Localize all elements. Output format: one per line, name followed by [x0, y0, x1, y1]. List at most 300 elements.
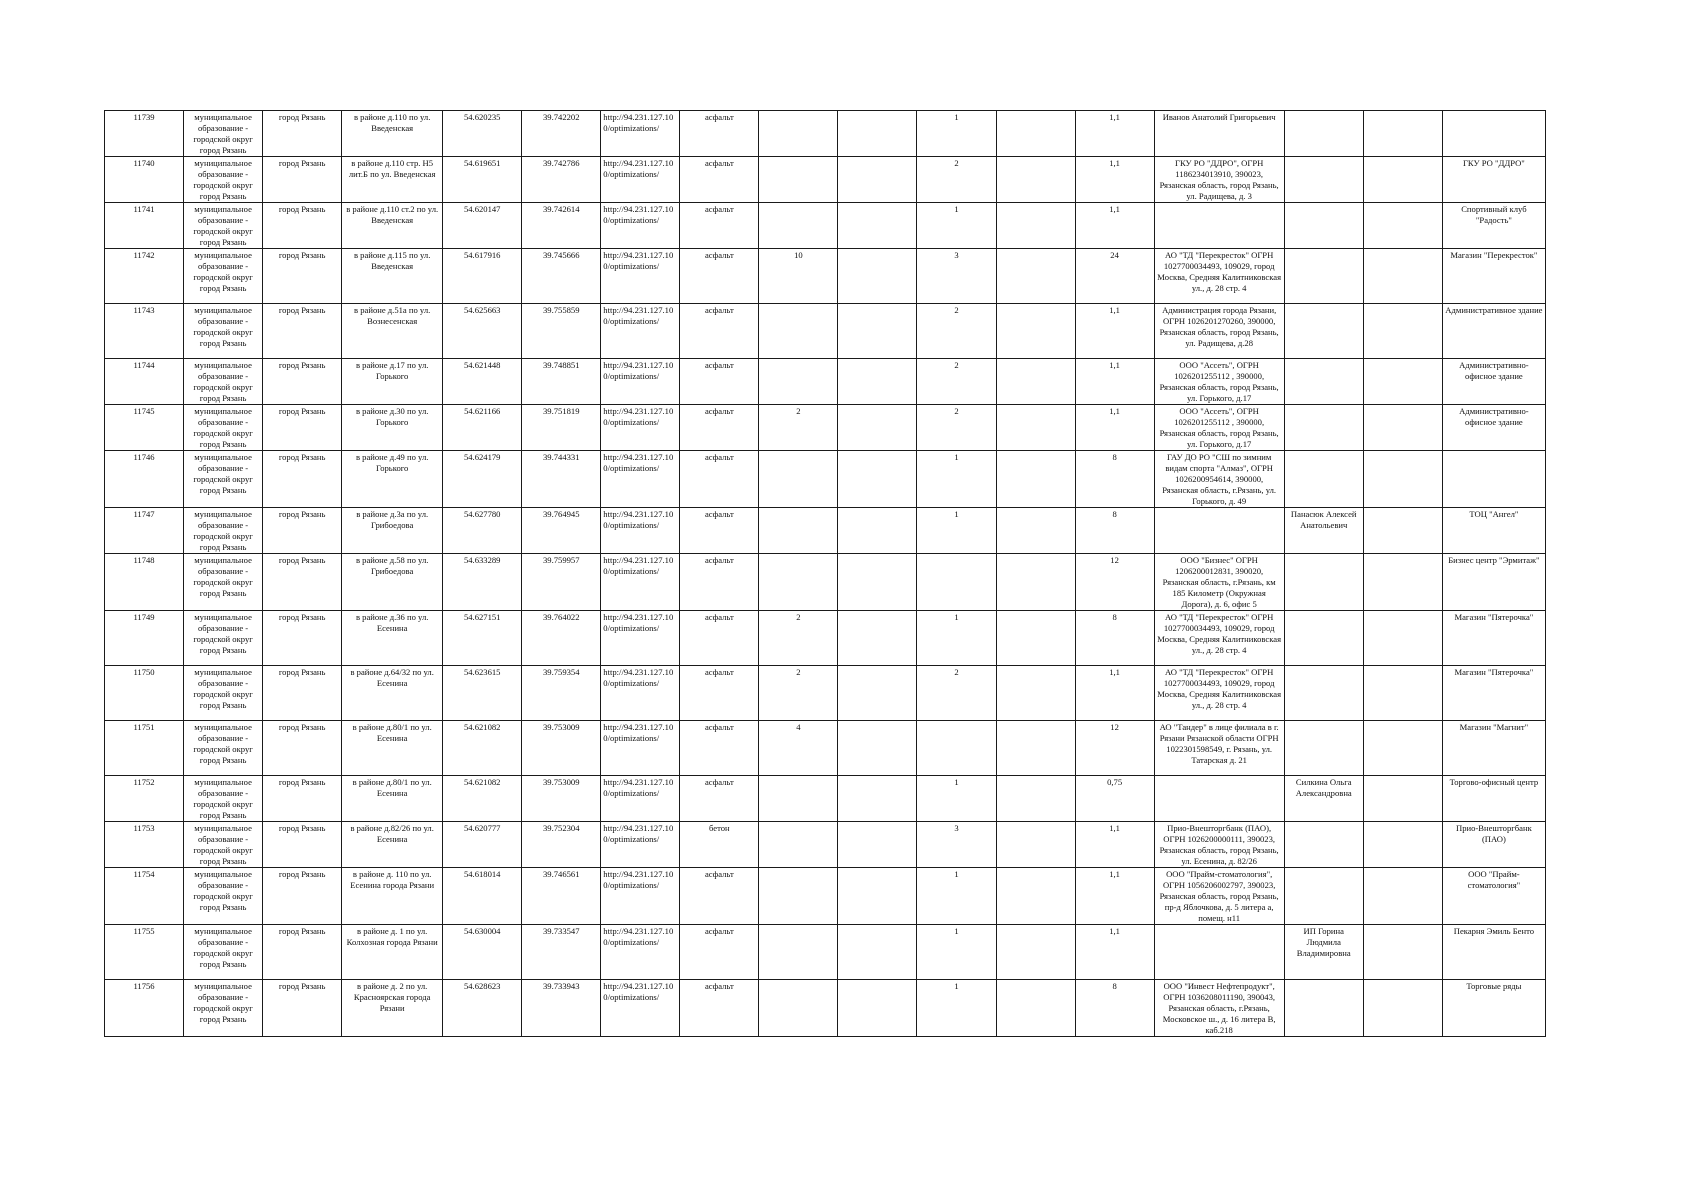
- row-id: 11748: [105, 554, 184, 611]
- col13-cell: 1,1: [1075, 925, 1154, 980]
- surface-cell: асфальт: [680, 611, 759, 666]
- col16-cell: [1363, 508, 1442, 554]
- longitude-cell: 39.753009: [522, 776, 601, 822]
- address-cell: в районе д.3а по ул. Грибоедова: [342, 508, 443, 554]
- address-cell: в районе д. 2 по ул. Красноярская города Рязани: [342, 980, 443, 1037]
- latitude-cell: 54.618014: [443, 868, 522, 925]
- surface-cell: асфальт: [680, 304, 759, 359]
- col11-cell: 3: [917, 249, 996, 304]
- owner-cell: ООО "Инвест Нефтепродукт", ОГРН 1036208011190, 390043, Рязанская область, г.Рязань, Московское ш., д. 16 литера В, каб.218: [1154, 980, 1284, 1037]
- col9-cell: [759, 451, 838, 508]
- col13-cell: 0,75: [1075, 776, 1154, 822]
- table-row: [105, 405, 1546, 451]
- row-id: 11739: [105, 111, 184, 157]
- col12-cell: [996, 249, 1075, 304]
- municipality-cell: муниципальное образование - городской округ город Рязань: [184, 508, 263, 554]
- col12-cell: [996, 203, 1075, 249]
- col16-cell: [1363, 611, 1442, 666]
- address-cell: в районе д. 1 по ул. Колхозная города Рязани: [342, 925, 443, 980]
- table-row: [105, 203, 1546, 249]
- address-cell: в районе д.64/32 по ул. Есенина: [342, 666, 443, 721]
- table-row: [105, 611, 1546, 666]
- col10-cell: [838, 304, 917, 359]
- link-cell: http://94.231.127.10 0/optimizations/: [601, 111, 680, 157]
- city-cell: город Рязань: [263, 666, 342, 721]
- col13-cell: 1,1: [1075, 868, 1154, 925]
- link-cell: http://94.231.127.10 0/optimizations/: [601, 611, 680, 666]
- col11-cell: 1: [917, 451, 996, 508]
- col12-cell: [996, 359, 1075, 405]
- longitude-cell: 39.744331: [522, 451, 601, 508]
- address-cell: в районе д.110 стр. Н5 лит.Б по ул. Введенская: [342, 157, 443, 203]
- owner-cell: ООО "Бизнес" ОГРН 1206200012831, 390020, Рязанская область, г.Рязань, км 185 Километр (Окружная Дорога), д. 6, офис 5: [1154, 554, 1284, 611]
- municipality-cell: муниципальное образование - городской округ город Рязань: [184, 925, 263, 980]
- link-cell: http://94.231.127.10 0/optimizations/: [601, 508, 680, 554]
- col11-cell: [917, 554, 996, 611]
- person-cell: [1284, 405, 1363, 451]
- city-cell: город Рязань: [263, 111, 342, 157]
- col16-cell: [1363, 554, 1442, 611]
- row-id: 11756: [105, 980, 184, 1037]
- latitude-cell: 54.623615: [443, 666, 522, 721]
- address-cell: в районе д.80/1 по ул. Есенина: [342, 776, 443, 822]
- col13-cell: 1,1: [1075, 304, 1154, 359]
- table-row: [105, 980, 1546, 1037]
- municipality-cell: муниципальное образование - городской округ город Рязань: [184, 868, 263, 925]
- longitude-cell: 39.753009: [522, 721, 601, 776]
- address-cell: в районе д.58 по ул. Грибоедова: [342, 554, 443, 611]
- latitude-cell: 54.627151: [443, 611, 522, 666]
- col11-cell: 2: [917, 304, 996, 359]
- col10-cell: [838, 249, 917, 304]
- col10-cell: [838, 359, 917, 405]
- municipality-cell: муниципальное образование - городской округ город Рязань: [184, 980, 263, 1037]
- object-cell: Пекарня Эмиль Бенто: [1442, 925, 1545, 980]
- table-row: [105, 111, 1546, 157]
- surface-cell: бетон: [680, 822, 759, 868]
- longitude-cell: 39.733943: [522, 980, 601, 1037]
- person-cell: Панасюк Алексей Анатольевич: [1284, 508, 1363, 554]
- table-row: [105, 721, 1546, 776]
- latitude-cell: 54.620235: [443, 111, 522, 157]
- owner-cell: Администрация города Рязани, ОГРН 1026201270260, 390000, Рязанская область, город Рязань, ул. Радищева, д.28: [1154, 304, 1284, 359]
- address-cell: в районе д.115 по ул. Введенская: [342, 249, 443, 304]
- owner-cell: [1154, 508, 1284, 554]
- col12-cell: [996, 776, 1075, 822]
- col16-cell: [1363, 980, 1442, 1037]
- col10-cell: [838, 721, 917, 776]
- city-cell: город Рязань: [263, 868, 342, 925]
- address-cell: в районе д.30 по ул. Горького: [342, 405, 443, 451]
- col10-cell: [838, 111, 917, 157]
- table-row: [105, 776, 1546, 822]
- registry-table: [104, 110, 1546, 1037]
- address-cell: в районе д.51а по ул. Вознесенская: [342, 304, 443, 359]
- link-cell: http://94.231.127.10 0/optimizations/: [601, 203, 680, 249]
- col11-cell: 1: [917, 980, 996, 1037]
- col9-cell: 10: [759, 249, 838, 304]
- owner-cell: ООО "Ассеть", ОГРН 1026201255112 , 390000, Рязанская область, город Рязань, ул. Горького, д.17: [1154, 359, 1284, 405]
- person-cell: [1284, 868, 1363, 925]
- person-cell: [1284, 157, 1363, 203]
- person-cell: [1284, 666, 1363, 721]
- surface-cell: асфальт: [680, 451, 759, 508]
- municipality-cell: муниципальное образование - городской округ город Рязань: [184, 359, 263, 405]
- row-id: 11742: [105, 249, 184, 304]
- latitude-cell: 54.633289: [443, 554, 522, 611]
- table-row: [105, 554, 1546, 611]
- latitude-cell: 54.621448: [443, 359, 522, 405]
- col10-cell: [838, 980, 917, 1037]
- person-cell: [1284, 554, 1363, 611]
- link-cell: http://94.231.127.10 0/optimizations/: [601, 249, 680, 304]
- municipality-cell: муниципальное образование - городской округ город Рязань: [184, 249, 263, 304]
- city-cell: город Рязань: [263, 508, 342, 554]
- owner-cell: АО "ТД "Перекресток" ОГРН 1027700034493, 109029, город Москва, Средняя Калитниковская ул., д. 28 стр. 4: [1154, 666, 1284, 721]
- col13-cell: 1,1: [1075, 666, 1154, 721]
- longitude-cell: 39.755859: [522, 304, 601, 359]
- table-row: [105, 508, 1546, 554]
- row-id: 11755: [105, 925, 184, 980]
- col10-cell: [838, 451, 917, 508]
- longitude-cell: 39.745666: [522, 249, 601, 304]
- surface-cell: асфальт: [680, 111, 759, 157]
- municipality-cell: муниципальное образование - городской округ город Рязань: [184, 822, 263, 868]
- col12-cell: [996, 666, 1075, 721]
- row-id: 11752: [105, 776, 184, 822]
- col11-cell: [917, 721, 996, 776]
- link-cell: http://94.231.127.10 0/optimizations/: [601, 980, 680, 1037]
- col16-cell: [1363, 359, 1442, 405]
- table-row: [105, 822, 1546, 868]
- owner-cell: [1154, 925, 1284, 980]
- address-cell: в районе д. 110 по ул. Есенина города Рязани: [342, 868, 443, 925]
- col11-cell: 1: [917, 868, 996, 925]
- col9-cell: [759, 304, 838, 359]
- row-id: 11754: [105, 868, 184, 925]
- table-row: [105, 925, 1546, 980]
- surface-cell: асфальт: [680, 554, 759, 611]
- object-cell: Магазин "Перекресток": [1442, 249, 1545, 304]
- col10-cell: [838, 203, 917, 249]
- table-row: [105, 868, 1546, 925]
- row-id: 11753: [105, 822, 184, 868]
- person-cell: [1284, 980, 1363, 1037]
- col9-cell: [759, 868, 838, 925]
- row-id: 11749: [105, 611, 184, 666]
- col13-cell: 1,1: [1075, 203, 1154, 249]
- row-id: 11750: [105, 666, 184, 721]
- col9-cell: [759, 822, 838, 868]
- col16-cell: [1363, 721, 1442, 776]
- registry-body: [105, 111, 1546, 1037]
- col9-cell: [759, 925, 838, 980]
- latitude-cell: 54.620147: [443, 203, 522, 249]
- surface-cell: асфальт: [680, 721, 759, 776]
- col10-cell: [838, 611, 917, 666]
- col9-cell: [759, 508, 838, 554]
- surface-cell: асфальт: [680, 508, 759, 554]
- latitude-cell: 54.620777: [443, 822, 522, 868]
- col12-cell: [996, 611, 1075, 666]
- col10-cell: [838, 868, 917, 925]
- address-cell: в районе д.82/26 по ул. Есенина: [342, 822, 443, 868]
- longitude-cell: 39.742614: [522, 203, 601, 249]
- col11-cell: 2: [917, 157, 996, 203]
- col12-cell: [996, 405, 1075, 451]
- surface-cell: асфальт: [680, 980, 759, 1037]
- col9-cell: [759, 554, 838, 611]
- municipality-cell: муниципальное образование - городской округ город Рязань: [184, 721, 263, 776]
- person-cell: [1284, 111, 1363, 157]
- col16-cell: [1363, 304, 1442, 359]
- longitude-cell: 39.748851: [522, 359, 601, 405]
- person-cell: [1284, 203, 1363, 249]
- col9-cell: [759, 111, 838, 157]
- city-cell: город Рязань: [263, 776, 342, 822]
- owner-cell: АО "Тандер" в лице филиала в г. Рязани Рязанской области ОГРН 1022301598549, г. Рязань, ул. Татарская д. 21: [1154, 721, 1284, 776]
- col10-cell: [838, 157, 917, 203]
- col10-cell: [838, 822, 917, 868]
- col13-cell: 1,1: [1075, 359, 1154, 405]
- object-cell: Торгово-офисный центр: [1442, 776, 1545, 822]
- person-cell: [1284, 451, 1363, 508]
- row-id: 11747: [105, 508, 184, 554]
- person-cell: [1284, 611, 1363, 666]
- col16-cell: [1363, 868, 1442, 925]
- municipality-cell: муниципальное образование - городской округ город Рязань: [184, 451, 263, 508]
- municipality-cell: муниципальное образование - городской округ город Рязань: [184, 405, 263, 451]
- object-cell: Магазин "Магнит": [1442, 721, 1545, 776]
- col9-cell: 2: [759, 405, 838, 451]
- object-cell: Бизнес центр "Эрмитаж": [1442, 554, 1545, 611]
- link-cell: http://94.231.127.10 0/optimizations/: [601, 776, 680, 822]
- row-id: 11746: [105, 451, 184, 508]
- link-cell: http://94.231.127.10 0/optimizations/: [601, 554, 680, 611]
- city-cell: город Рязань: [263, 451, 342, 508]
- col16-cell: [1363, 157, 1442, 203]
- latitude-cell: 54.630004: [443, 925, 522, 980]
- person-cell: [1284, 359, 1363, 405]
- col12-cell: [996, 508, 1075, 554]
- col10-cell: [838, 405, 917, 451]
- col9-cell: [759, 776, 838, 822]
- municipality-cell: муниципальное образование - городской округ город Рязань: [184, 611, 263, 666]
- col12-cell: [996, 868, 1075, 925]
- longitude-cell: 39.759957: [522, 554, 601, 611]
- col9-cell: [759, 359, 838, 405]
- address-cell: в районе д.80/1 по ул. Есенина: [342, 721, 443, 776]
- link-cell: http://94.231.127.10 0/optimizations/: [601, 405, 680, 451]
- link-cell: http://94.231.127.10 0/optimizations/: [601, 925, 680, 980]
- person-cell: [1284, 304, 1363, 359]
- longitude-cell: 39.759354: [522, 666, 601, 721]
- table-row: [105, 249, 1546, 304]
- col11-cell: 2: [917, 405, 996, 451]
- col13-cell: 8: [1075, 980, 1154, 1037]
- row-id: 11751: [105, 721, 184, 776]
- surface-cell: асфальт: [680, 157, 759, 203]
- link-cell: http://94.231.127.10 0/optimizations/: [601, 451, 680, 508]
- col16-cell: [1363, 111, 1442, 157]
- table-row: [105, 451, 1546, 508]
- surface-cell: асфальт: [680, 405, 759, 451]
- owner-cell: ГАУ ДО РО "СШ по зимним видам спорта "Алмаз", ОГРН 1026200954614, 390000, Рязанская область, г.Рязань, ул. Горького, д. 49: [1154, 451, 1284, 508]
- col12-cell: [996, 157, 1075, 203]
- longitude-cell: 39.752304: [522, 822, 601, 868]
- col10-cell: [838, 508, 917, 554]
- latitude-cell: 54.617916: [443, 249, 522, 304]
- surface-cell: асфальт: [680, 776, 759, 822]
- city-cell: город Рязань: [263, 203, 342, 249]
- municipality-cell: муниципальное образование - городской округ город Рязань: [184, 111, 263, 157]
- object-cell: Административно-офисное здание: [1442, 405, 1545, 451]
- col12-cell: [996, 451, 1075, 508]
- table-row: [105, 666, 1546, 721]
- col13-cell: 8: [1075, 508, 1154, 554]
- surface-cell: асфальт: [680, 666, 759, 721]
- col11-cell: 2: [917, 359, 996, 405]
- municipality-cell: муниципальное образование - городской округ город Рязань: [184, 666, 263, 721]
- latitude-cell: 54.625663: [443, 304, 522, 359]
- col10-cell: [838, 925, 917, 980]
- col9-cell: [759, 203, 838, 249]
- owner-cell: [1154, 776, 1284, 822]
- col13-cell: 8: [1075, 451, 1154, 508]
- city-cell: город Рязань: [263, 925, 342, 980]
- city-cell: город Рязань: [263, 611, 342, 666]
- col10-cell: [838, 666, 917, 721]
- longitude-cell: 39.742202: [522, 111, 601, 157]
- col12-cell: [996, 925, 1075, 980]
- longitude-cell: 39.733547: [522, 925, 601, 980]
- person-cell: [1284, 822, 1363, 868]
- row-id: 11741: [105, 203, 184, 249]
- col11-cell: 3: [917, 822, 996, 868]
- address-cell: в районе д.36 по ул. Есенина: [342, 611, 443, 666]
- person-cell: [1284, 721, 1363, 776]
- city-cell: город Рязань: [263, 554, 342, 611]
- row-id: 11745: [105, 405, 184, 451]
- object-cell: ТОЦ "Ангел": [1442, 508, 1545, 554]
- link-cell: http://94.231.127.10 0/optimizations/: [601, 822, 680, 868]
- municipality-cell: муниципальное образование - городской округ город Рязань: [184, 554, 263, 611]
- latitude-cell: 54.621166: [443, 405, 522, 451]
- city-cell: город Рязань: [263, 721, 342, 776]
- municipality-cell: муниципальное образование - городской округ город Рязань: [184, 157, 263, 203]
- link-cell: http://94.231.127.10 0/optimizations/: [601, 359, 680, 405]
- municipality-cell: муниципальное образование - городской округ город Рязань: [184, 304, 263, 359]
- surface-cell: асфальт: [680, 925, 759, 980]
- col13-cell: 1,1: [1075, 822, 1154, 868]
- col12-cell: [996, 554, 1075, 611]
- person-cell: Силкина Ольга Александровна: [1284, 776, 1363, 822]
- city-cell: город Рязань: [263, 304, 342, 359]
- city-cell: город Рязань: [263, 249, 342, 304]
- col10-cell: [838, 776, 917, 822]
- longitude-cell: 39.742786: [522, 157, 601, 203]
- owner-cell: Прио-Внешторгбанк (ПАО), ОГРН 1026200000111, 390023, Рязанская область, город Рязань, ул. Есенина, д. 82/26: [1154, 822, 1284, 868]
- col16-cell: [1363, 249, 1442, 304]
- object-cell: Административно-офисное здание: [1442, 359, 1545, 405]
- col9-cell: 2: [759, 666, 838, 721]
- longitude-cell: 39.764945: [522, 508, 601, 554]
- link-cell: http://94.231.127.10 0/optimizations/: [601, 157, 680, 203]
- col9-cell: [759, 980, 838, 1037]
- col16-cell: [1363, 405, 1442, 451]
- surface-cell: асфальт: [680, 868, 759, 925]
- col9-cell: [759, 157, 838, 203]
- owner-cell: АО "ТД "Перекресток" ОГРН 1027700034493, 109029, город Москва, Средняя Калитниковская ул., д. 28 стр. 4: [1154, 249, 1284, 304]
- object-cell: Прио-Внешторгбанк (ПАО): [1442, 822, 1545, 868]
- col13-cell: 12: [1075, 554, 1154, 611]
- owner-cell: АО "ТД "Перекресток" ОГРН 1027700034493, 109029, город Москва, Средняя Калитниковская ул., д. 28 стр. 4: [1154, 611, 1284, 666]
- surface-cell: асфальт: [680, 203, 759, 249]
- table-row: [105, 359, 1546, 405]
- table-row: [105, 304, 1546, 359]
- col16-cell: [1363, 925, 1442, 980]
- longitude-cell: 39.746561: [522, 868, 601, 925]
- link-cell: http://94.231.127.10 0/optimizations/: [601, 666, 680, 721]
- object-cell: [1442, 111, 1545, 157]
- col11-cell: 1: [917, 508, 996, 554]
- col11-cell: 2: [917, 666, 996, 721]
- col16-cell: [1363, 451, 1442, 508]
- city-cell: город Рязань: [263, 405, 342, 451]
- latitude-cell: 54.628623: [443, 980, 522, 1037]
- col10-cell: [838, 554, 917, 611]
- city-cell: город Рязань: [263, 359, 342, 405]
- surface-cell: асфальт: [680, 249, 759, 304]
- address-cell: в районе д.49 по ул. Горького: [342, 451, 443, 508]
- col11-cell: 1: [917, 111, 996, 157]
- col11-cell: 1: [917, 925, 996, 980]
- link-cell: http://94.231.127.10 0/optimizations/: [601, 868, 680, 925]
- city-cell: город Рязань: [263, 157, 342, 203]
- object-cell: Спортивный клуб "Радость": [1442, 203, 1545, 249]
- owner-cell: [1154, 203, 1284, 249]
- longitude-cell: 39.751819: [522, 405, 601, 451]
- object-cell: ГКУ РО "ДДРО": [1442, 157, 1545, 203]
- person-cell: ИП Горина Людмила Владимировна: [1284, 925, 1363, 980]
- latitude-cell: 54.627780: [443, 508, 522, 554]
- person-cell: [1284, 249, 1363, 304]
- address-cell: в районе д.110 по ул. Введенская: [342, 111, 443, 157]
- object-cell: Магазин "Пятерочка": [1442, 611, 1545, 666]
- col13-cell: 1,1: [1075, 157, 1154, 203]
- col13-cell: 8: [1075, 611, 1154, 666]
- longitude-cell: 39.764022: [522, 611, 601, 666]
- object-cell: ООО "Прайм-стоматология": [1442, 868, 1545, 925]
- object-cell: Магазин "Пятерочка": [1442, 666, 1545, 721]
- row-id: 11740: [105, 157, 184, 203]
- owner-cell: ООО "Ассеть", ОГРН 1026201255112 , 390000, Рязанская область, город Рязань, ул. Горького, д.17: [1154, 405, 1284, 451]
- city-cell: город Рязань: [263, 822, 342, 868]
- object-cell: Торговые ряды: [1442, 980, 1545, 1037]
- col9-cell: 2: [759, 611, 838, 666]
- owner-cell: ООО "Прайм-стоматология", ОГРН 1056206002797, 390023, Рязанская область, город Рязань, пр-д Яблочкова, д. 5 литера а, помещ. н11: [1154, 868, 1284, 925]
- city-cell: город Рязань: [263, 980, 342, 1037]
- latitude-cell: 54.624179: [443, 451, 522, 508]
- col13-cell: 1,1: [1075, 405, 1154, 451]
- col13-cell: 24: [1075, 249, 1154, 304]
- col12-cell: [996, 304, 1075, 359]
- row-id: 11744: [105, 359, 184, 405]
- object-cell: Административное здание: [1442, 304, 1545, 359]
- latitude-cell: 54.621082: [443, 721, 522, 776]
- col16-cell: [1363, 822, 1442, 868]
- col13-cell: 1,1: [1075, 111, 1154, 157]
